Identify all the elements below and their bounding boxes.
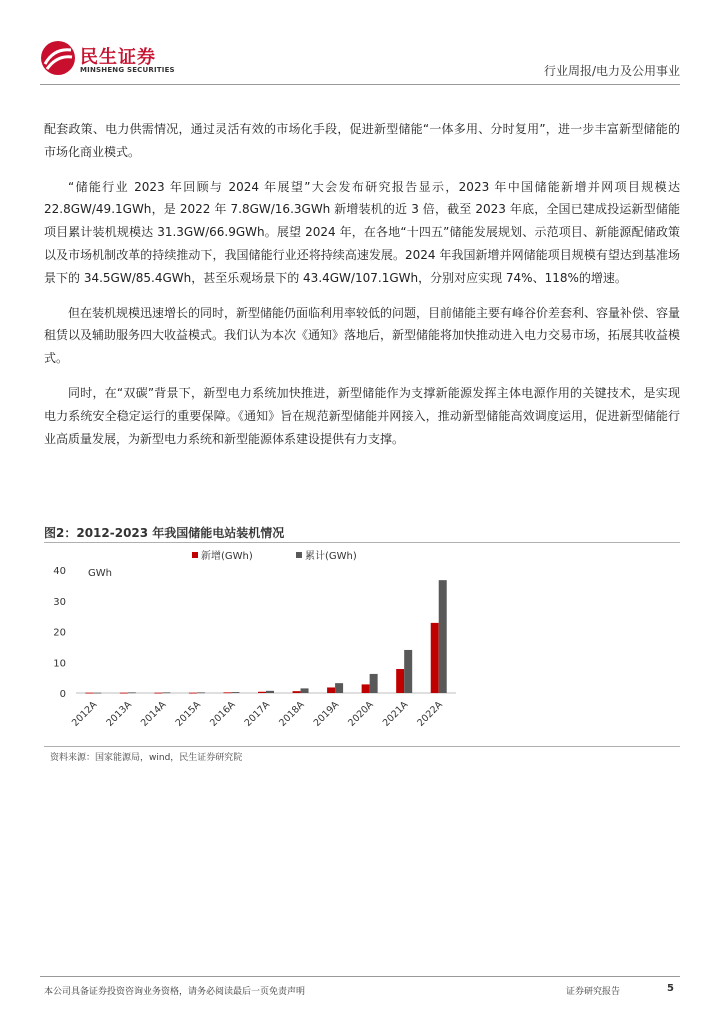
bar-new [362, 684, 370, 693]
bar-cumulative [128, 692, 136, 693]
x-tick-label: 2018A [277, 699, 307, 729]
x-tick-label: 2012A [69, 699, 100, 729]
y-tick-label: 0 [59, 689, 66, 700]
bar-cumulative [93, 693, 101, 694]
bar-new [154, 693, 162, 694]
footer-disclaimer: 本公司具备证券投资咨询业务资格，请务必阅读最后一页免责声明 [44, 987, 306, 997]
x-tick-label: 2013A [104, 699, 134, 729]
paragraph-4: 同时，在“双碳”背景下，新型电力系统加快推进，新型储能作为支撑新能源发挥主体电源作用的关键技术，是实现电力系统安全稳定运行的重要保障。《通知》旨在规范新型储能并网接入，推动新型储能高效调度运用，促进新型储能行业高质量发展，为新型电力系统和新型能源体系建设提供有力支撑。 [44, 385, 680, 446]
legend-swatch [192, 552, 198, 558]
figure-source: 资料来源：国家能源局，wind，民生证券研究院 [50, 753, 243, 763]
paragraph-2: “储能行业 2023 年回顾与 2024 年展望”大会发布研究报告显示，2023 年中国储能新增并网项目规模达 22.8GW/49.1GWh，是 2022 年 7.8GW/16.3GWh 新增装机的近 3 倍，截至 2023 年底，全国已建成投运新型储能项目累计装机规模达 31.3GW/66.9GWh。展望 2024 年，在各地“十四五”储能发展规划、示范项目、新能源配储政策以及市场机制改革的持续推动下，我国储能行业还将持续高速发展。2024 年我国新增并网储能项目规模有望达到基准场景下的 34.5GW/85.4GWh，甚至乐观场景下的 43.4GW/107.1GWh，分别对应实现 74%、118%的增速。 [44, 179, 680, 285]
paragraph-1: 配套政策、电力供需情况，通过灵活有效的市场化手段，促进新型储能“一体多用、分时复用”，进一步丰富新型储能的市场化商业模式。 [44, 122, 680, 159]
report-category: 行业周报/电力及公用事业 [543, 64, 680, 78]
minsheng-logo-icon [40, 40, 76, 76]
figure-bottom-divider [44, 746, 680, 747]
bar-new [293, 691, 301, 693]
x-tick-label: 2017A [242, 699, 273, 729]
x-tick-label: 2016A [208, 699, 238, 729]
bar-cumulative [231, 692, 239, 693]
legend-label: 新增(GWh) [201, 551, 253, 562]
figure-top-divider [44, 542, 680, 543]
page-number: 5 [667, 983, 674, 994]
x-tick-label: 2015A [173, 699, 204, 729]
x-tick-label: 2019A [311, 699, 342, 729]
paragraph-3: 但在装机规模迅速增长的同时，新型储能仍面临利用率较低的问题，目前储能主要有峰谷价差套利、容量补偿、容量租赁以及辅助服务四大收益模式。我们认为本次《通知》落地后，新型储能将加快推动进入电力交易市场，拓展其收益模式。 [44, 305, 681, 366]
bar-new [120, 693, 128, 694]
figure-title: 图2：2012-2023 年我国储能电站装机情况 [44, 526, 285, 540]
bar-cumulative [439, 580, 447, 693]
body-text [44, 118, 680, 462]
bar-cumulative [335, 683, 343, 693]
bar-new [85, 693, 93, 694]
company-logo [40, 40, 190, 80]
logo-text-cn: 民生证券 [80, 47, 156, 68]
footer-report-type: 证券研究报告 [566, 987, 621, 997]
bar-new [223, 692, 231, 693]
logo-text-en: MINSHENG SECURITIES [80, 66, 175, 74]
y-tick-label: 20 [53, 627, 66, 639]
x-tick-label: 2022A [415, 699, 445, 729]
bar-cumulative [197, 692, 205, 693]
bar-cumulative [301, 688, 309, 693]
storage-capacity-chart [44, 544, 464, 744]
bar-new [327, 687, 335, 693]
bar-new [189, 693, 197, 694]
header-divider [40, 84, 680, 85]
bar-new [396, 669, 404, 693]
y-tick-label: 40 [53, 566, 66, 577]
x-tick-label: 2014A [139, 699, 169, 729]
y-tick-label: 10 [53, 658, 66, 670]
footer-divider [40, 976, 680, 977]
legend-label: 累计(GWh) [305, 551, 357, 562]
y-tick-label: 30 [53, 596, 66, 608]
x-tick-label: 2020A [346, 699, 376, 729]
bar-cumulative [404, 650, 412, 693]
bar-cumulative [162, 692, 170, 693]
bar-cumulative [370, 674, 378, 693]
bar-cumulative [266, 691, 274, 693]
bar-new [258, 692, 266, 693]
legend-swatch [296, 552, 302, 558]
x-tick-label: 2021A [380, 699, 411, 729]
y-axis-unit: GWh [88, 568, 112, 579]
bar-new [431, 623, 439, 693]
